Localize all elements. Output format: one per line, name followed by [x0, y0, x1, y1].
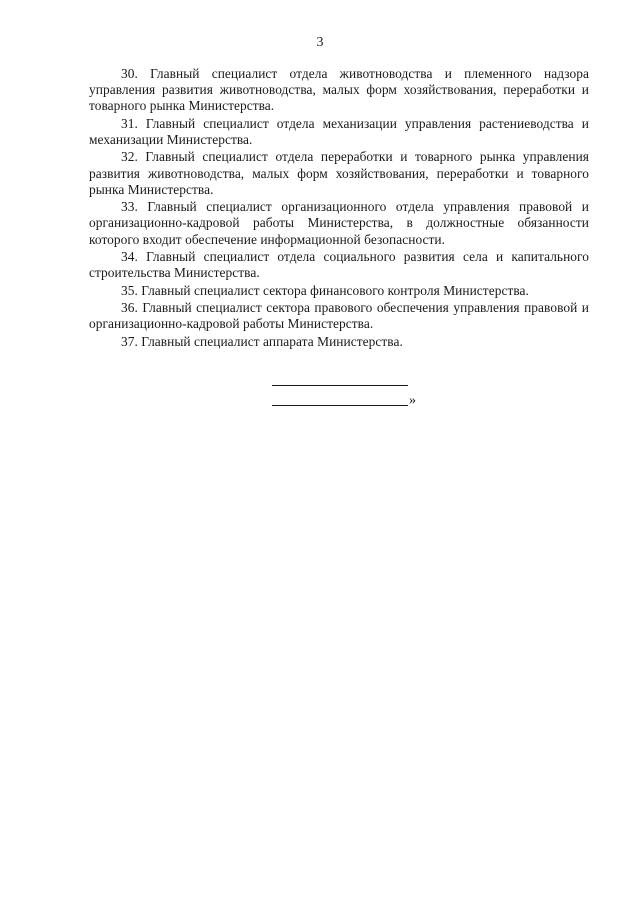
list-item: 33. Главный специалист организационного отдела управления правовой и организационно-кадровой работы Министерства, в должностные обязанности которого входит обеспечение информационной безопасности.: [89, 199, 589, 247]
closing-line-row: [272, 392, 432, 406]
list-item: 32. Главный специалист отдела переработки и товарного рынка управления развития животноводства, малых форм хозяйствования, переработки и товарного рынка Министерства.: [89, 149, 589, 197]
separator-line: [272, 373, 408, 386]
position-list: [89, 66, 589, 351]
list-item: 37. Главный специалист аппарата Министерства.: [121, 333, 403, 349]
list-item: 36. Главный специалист сектора правового обеспечения управления правовой и организационно-кадровой работы Министерства.: [89, 299, 589, 332]
list-item: 35. Главный специалист сектора финансового контроля Министерства.: [121, 282, 529, 298]
list-item: 34. Главный специалист отдела социального развития села и капитального строительства Министерства.: [89, 248, 589, 281]
list-item: 31. Главный специалист отдела механизации управления растениеводства и механизации Министерства.: [89, 115, 589, 147]
closing-quote-mark: »: [409, 393, 416, 408]
list-item: 30. Главный специалист отдела животноводства и племенного надзора управления развития животноводства, малых форм хозяйствования, переработки и товарного рынка Министерства.: [89, 66, 589, 114]
page-number: 3: [316, 35, 324, 50]
separator-line: [272, 393, 408, 406]
closing-lines: [272, 373, 432, 406]
